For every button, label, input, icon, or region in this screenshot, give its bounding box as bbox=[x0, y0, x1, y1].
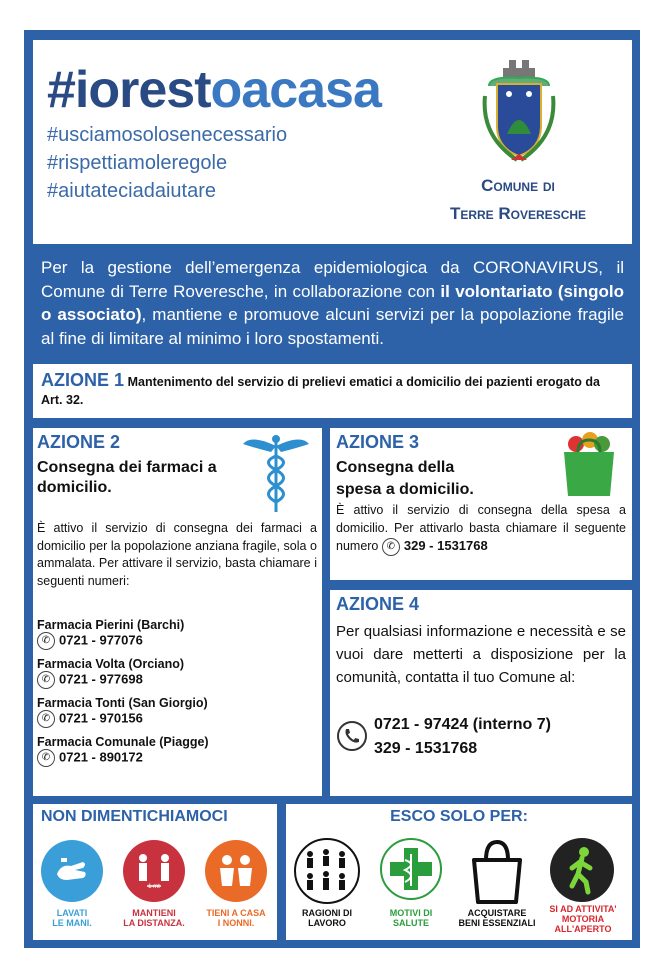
pharmacy-3-phone[interactable]: 0721 - 970156 bbox=[59, 710, 143, 726]
grocery-bag-icon bbox=[556, 430, 622, 498]
health-reasons-label: MOTIVI DI SALUTE bbox=[389, 908, 433, 928]
phone-icon: ✆ bbox=[37, 671, 55, 689]
health-reasons-icon bbox=[380, 838, 442, 900]
azione2-heading: AZIONE 2 bbox=[37, 432, 121, 452]
azione2-panel bbox=[33, 428, 322, 796]
pharmacy-4-name: Farmacia Comunale (Piagge) bbox=[37, 735, 209, 749]
esco-heading: ESCO SOLO PER: bbox=[390, 808, 528, 825]
azione1-heading: AZIONE 1 bbox=[41, 370, 125, 390]
wash-hands-icon bbox=[41, 840, 103, 902]
pharmacy-1-name: Farmacia Pierini (Barchi) bbox=[37, 618, 185, 632]
comune-name-line2: Terre Roveresche bbox=[449, 204, 587, 223]
hashtag-3: #aiutateciadaiutare bbox=[47, 180, 217, 202]
keep-distance-icon bbox=[123, 840, 185, 902]
wash-hands-label: LAVATI LE MANI. bbox=[52, 908, 92, 928]
intro-text: Per la gestione dell’emergenza epidemiologica da CORONAVIRUS, il Comune di Terre Roveresche, in collaborazione con il volontariato (singolo o associato), mantiene e promuove alcuni servizi per la popolazione fragile al fine di limitare al minimo i loro spostamenti. bbox=[41, 258, 624, 348]
municipal-coat-of-arms-icon bbox=[479, 56, 559, 166]
essential-goods-label: ACQUISTARE BENI ESSENZIALI bbox=[458, 908, 536, 928]
phone-icon bbox=[336, 720, 368, 752]
pharmacy-1-phone[interactable]: 0721 - 977076 bbox=[59, 632, 143, 648]
pharmacy-3-name: Farmacia Tonti (San Giorgio) bbox=[37, 696, 208, 710]
keep-grandparents-home-icon bbox=[205, 840, 267, 902]
outdoor-activity-icon bbox=[550, 838, 614, 902]
work-reasons-icon bbox=[294, 838, 360, 904]
azione4-phone-2[interactable]: 329 - 1531768 bbox=[374, 740, 478, 757]
pharmacy-3 bbox=[37, 696, 208, 728]
esco-solo-per-panel bbox=[286, 804, 632, 940]
keep-distance-label: MANTIENI LA DISTANZA. bbox=[123, 908, 185, 928]
keep-grandparents-home-label: TIENI A CASA I NONNI. bbox=[206, 908, 266, 928]
non-dimentichiamoci-heading: NON DIMENTICHIAMOCI bbox=[41, 808, 228, 825]
azione3-body: È attivo il servizio di consegna della spesa a domicilio. Per attivarlo basta chiamare il seguente numero ✆ 329 - 1531768 bbox=[336, 502, 626, 556]
azione1-text: Mantenimento del servizio di prelievi ematici a domicilio dei pazienti erogato da Art. 32. bbox=[41, 375, 600, 407]
header-panel bbox=[33, 40, 632, 244]
outdoor-activity-label: SI AD ATTIVITA' MOTORIA ALL'APERTO bbox=[549, 904, 617, 934]
azione4-body: Per qualsiasi informazione e necessità e se vuoi dare metterti a disposizione per la comunità, contatta il tuo Comune al: bbox=[336, 623, 626, 686]
phone-icon: ✆ bbox=[382, 538, 400, 556]
azione3-heading: AZIONE 3 bbox=[336, 432, 420, 452]
azione4-heading: AZIONE 4 bbox=[336, 594, 420, 614]
distance-badge: 1 mt bbox=[148, 884, 160, 890]
azione1-panel bbox=[33, 364, 632, 418]
non-dimentichiamoci-panel bbox=[33, 804, 277, 940]
pharmacy-2-phone[interactable]: 0721 - 977698 bbox=[59, 671, 143, 687]
azione3-subtitle-2: spesa a domicilio. bbox=[336, 481, 474, 498]
hashtag-2: #rispettiamoleregole bbox=[47, 152, 228, 174]
pharmacy-4 bbox=[37, 735, 209, 767]
phone-icon: ✆ bbox=[37, 749, 55, 767]
pharmacy-2 bbox=[37, 657, 184, 689]
hashtag-1: #usciamosolosenecessario bbox=[47, 124, 288, 146]
comune-name-line1: Comune di bbox=[481, 176, 555, 195]
azione3-panel bbox=[330, 428, 632, 580]
azione2-subtitle: Consegna dei farmaci a domicilio. bbox=[37, 459, 217, 496]
pharmacy-1 bbox=[37, 618, 184, 650]
phone-icon: ✆ bbox=[37, 710, 55, 728]
caduceus-icon bbox=[241, 432, 311, 514]
main-hashtag-title: #iorestoacasa bbox=[47, 61, 381, 119]
azione3-phone[interactable]: 329 - 1531768 bbox=[403, 538, 488, 553]
pharmacy-2-name: Farmacia Volta (Orciano) bbox=[37, 657, 185, 671]
azione3-subtitle-1: Consegna della bbox=[336, 459, 455, 476]
azione2-body: È attivo il servizio di consegna dei farmaci a domicilio per la popolazione anziana fragile, sola o ammalata. Per attivare il servizio, basta chiamare i seguenti numeri: bbox=[37, 521, 317, 588]
azione4-panel bbox=[330, 590, 632, 796]
phone-icon: ✆ bbox=[37, 632, 55, 650]
pharmacy-4-phone[interactable]: 0721 - 890172 bbox=[59, 749, 143, 765]
work-reasons-label: RAGIONI DI LAVORO bbox=[301, 908, 352, 928]
azione4-phone-1[interactable]: 0721 - 97424 (interno 7) bbox=[374, 716, 551, 733]
shopping-bag-icon bbox=[466, 836, 528, 904]
